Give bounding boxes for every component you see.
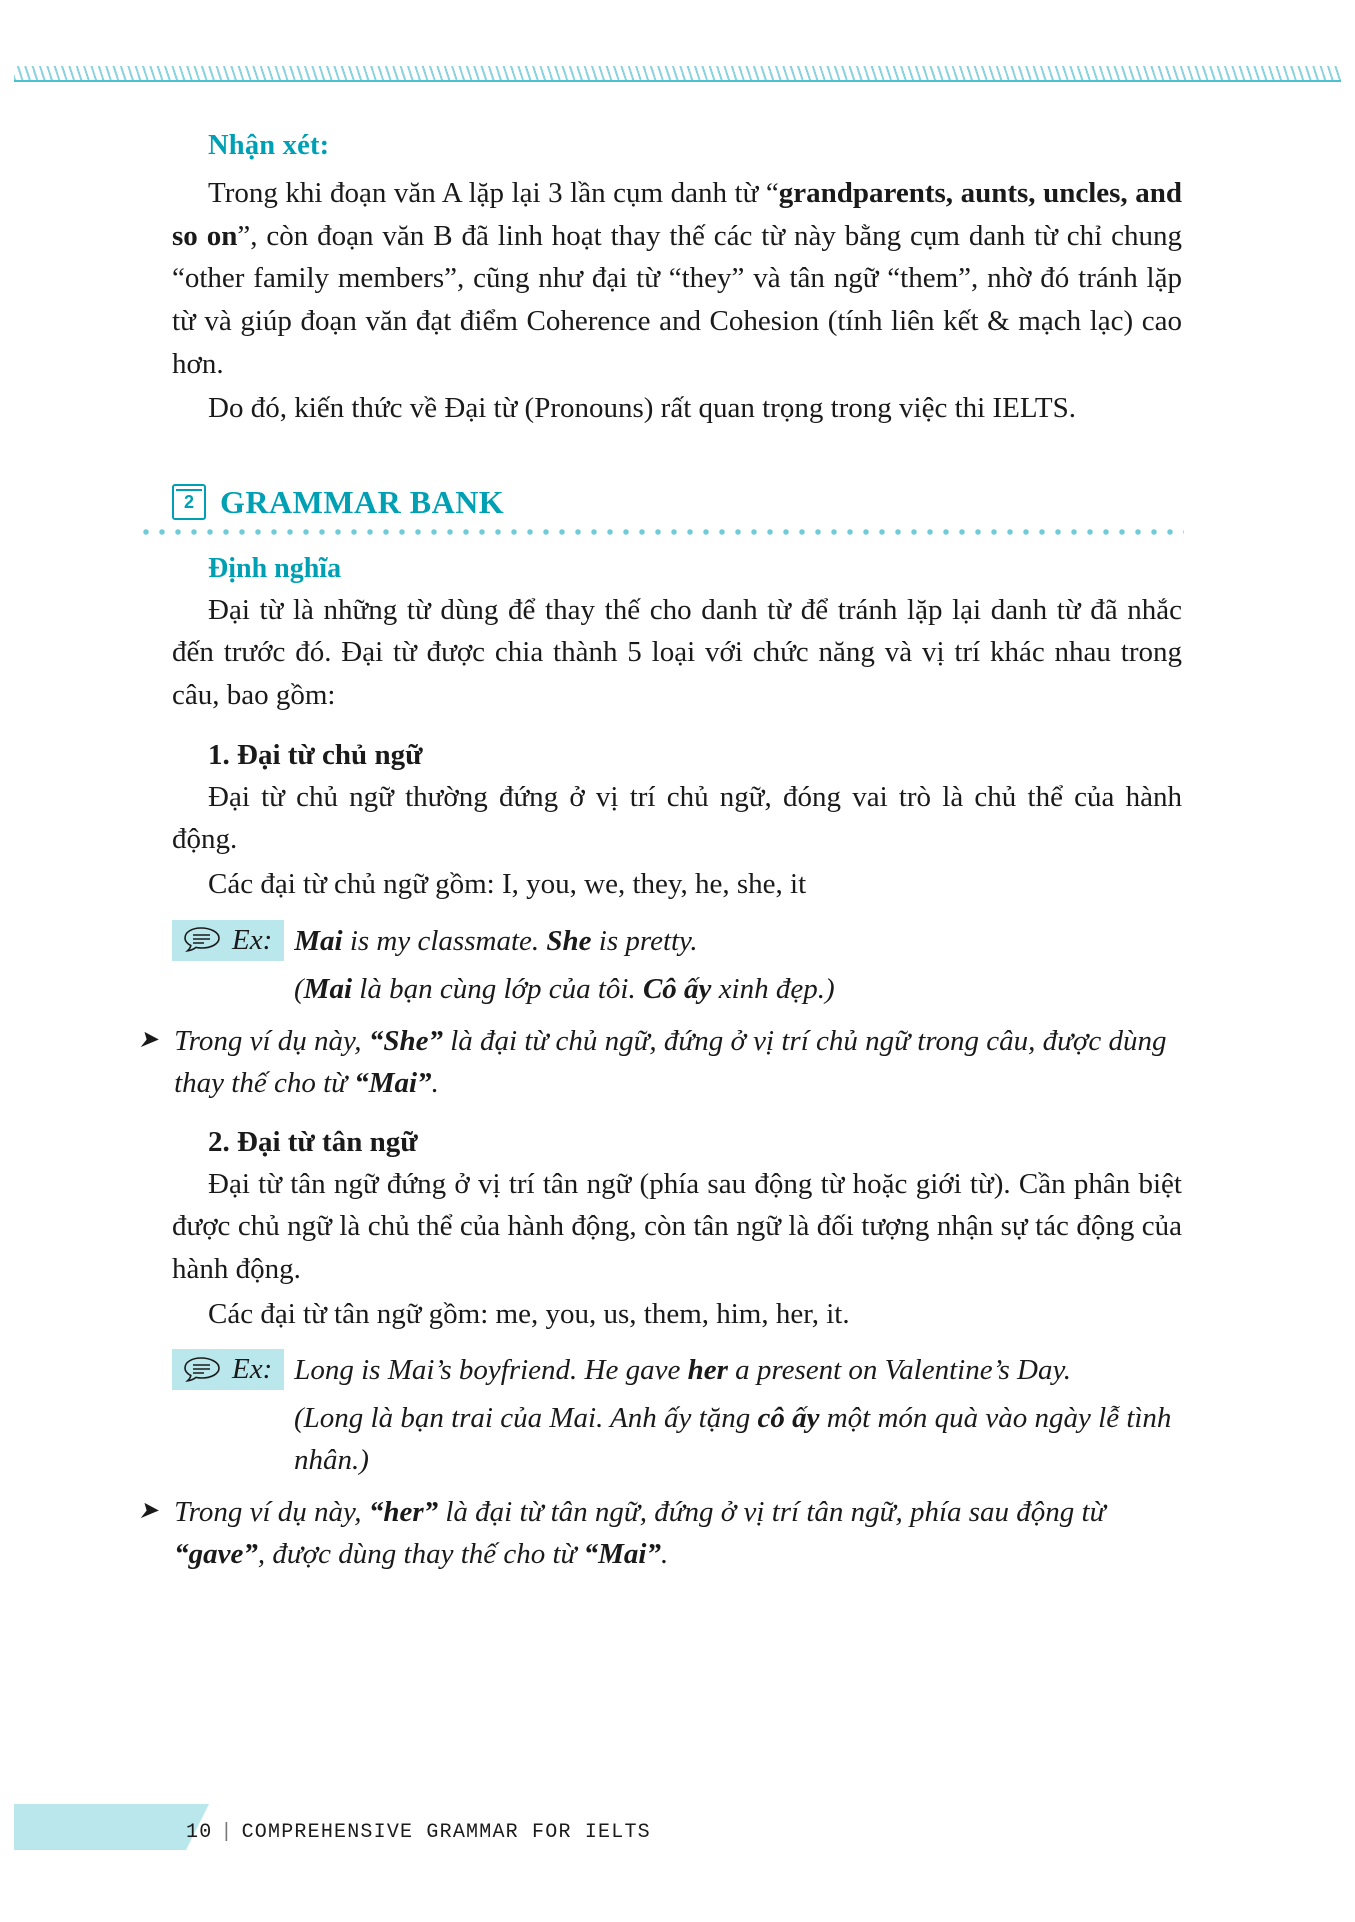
example-1-trans-mid: là bạn cùng lớp của tôi. (352, 972, 643, 1005)
s2-note-bold-1: “her” (368, 1496, 439, 1529)
remark-heading: Nhận xét: (208, 130, 330, 161)
speech-bubble-icon (182, 1355, 222, 1385)
example-2-text (284, 1349, 1182, 1391)
example-1-bold-1: Mai (294, 924, 343, 957)
remark-p1-pre: Trong khi đoạn văn A lặp lại 3 lần cụm danh từ “ (208, 177, 779, 209)
footer-title: COMPREHENSIVE GRAMMAR FOR IELTS (241, 1821, 651, 1844)
section-1-paragraph-1: Đại từ chủ ngữ thường đứng ở vị trí chủ ngữ, đóng vai trò là chủ thể của hành động. (172, 780, 1182, 856)
s1-note-bold-1: “She” (368, 1024, 443, 1057)
s1-note-bold-2: “Mai” (354, 1066, 432, 1099)
section-2-heading: 2. Đại từ tân ngữ (208, 1125, 418, 1158)
s2-note-pre: Trong ví dụ này, (174, 1496, 369, 1529)
decorative-top-line (14, 80, 1341, 82)
grammar-bank-banner (172, 484, 1182, 521)
example-2-bold-1: her (687, 1354, 728, 1387)
page-content (138, 130, 1182, 1575)
section-2-paragraph-2: Các đại từ tân ngữ gồm: me, you, us, them, him, her, it. (208, 1297, 850, 1330)
example-1-bold-2: She (546, 924, 592, 957)
example-1-trans-bold-1: Mai (303, 972, 353, 1005)
example-1-text (284, 920, 1182, 962)
example-2 (172, 1349, 1182, 1391)
grammar-bank-title: GRAMMAR BANK (220, 483, 505, 520)
s2-note-bold-3: “Mai” (583, 1538, 661, 1571)
footer (186, 1821, 651, 1844)
s1-note-mid: là đại từ chủ ngữ, đứng ở vị trí chủ ngữ trong câu, được dùng thay thế cho từ (174, 1024, 1167, 1099)
example-2-trans-end: một món quà vào ngày lễ tình nhân.) (294, 1402, 1172, 1477)
s2-note-mid-2: , được dùng thay thế cho từ (257, 1538, 584, 1571)
bullet-arrow-icon: ➤ (138, 1498, 159, 1525)
decorative-top-hatching (14, 66, 1341, 80)
section-2-note (138, 1491, 1182, 1575)
example-2-translation (294, 1397, 1182, 1481)
example-1-label: Ex: (232, 923, 273, 956)
s2-note-end: . (660, 1538, 669, 1571)
example-1-trans-bold-2: Cô ấy (642, 972, 712, 1005)
example-2-label: Ex: (232, 1353, 273, 1386)
example-1-trans-open: ( (294, 972, 304, 1005)
example-2-trans-pre: (Long là bạn trai của Mai. Anh ấy tặng (294, 1402, 758, 1435)
remark-p1-bold: grandparents, aunts, uncles, and so on (172, 177, 1182, 252)
footer-tab-shape (14, 1804, 186, 1850)
dotted-divider (138, 529, 1184, 535)
example-2-pre: Long is Mai’s boyfriend. He gave (294, 1354, 688, 1387)
example-1-mid: is my classmate. (342, 924, 547, 957)
s2-note-bold-2: “gave” (174, 1538, 258, 1571)
section-number-badge: 2 (172, 484, 206, 520)
definition-heading: Định nghĩa (208, 552, 342, 584)
remark-p1-post: ”, còn đoạn văn B đã linh hoạt thay thế các từ này bằng cụm danh từ chỉ chung “other family members”, cũng như đại từ “they” và tân ngữ “them”, nhờ đó tránh lặp từ và giúp đoạn văn đạt điểm Coherence and Cohesion (tính liên kết & mạch lạc) cao hơn. (172, 219, 1182, 380)
example-1 (172, 920, 1182, 962)
example-2-end: a present on Valentine’s Day. (727, 1354, 1072, 1387)
definition-text: Đại từ là những từ dùng để thay thế cho danh từ để tránh lặp lại danh từ đã nhắc đến trước đó. Đại từ được chia thành 5 loại với chức năng và vị trí khác nhau trong câu, bao gồm: (172, 593, 1182, 711)
s2-note-mid: là đại từ tân ngữ, đứng ở vị trí tân ngữ, phía sau động từ (438, 1496, 1106, 1529)
example-1-trans-end: xinh đẹp.) (711, 972, 835, 1005)
remark-paragraph-2: Do đó, kiến thức về Đại từ (Pronouns) rất quan trọng trong việc thi IELTS. (208, 392, 1076, 425)
footer-separator: | (220, 1821, 234, 1844)
remark-paragraph-1 (172, 172, 1182, 385)
page-number: 10 (186, 1821, 213, 1844)
section-2-note-text (174, 1491, 1182, 1575)
s1-note-end: . (431, 1066, 439, 1099)
example-1-tag (172, 920, 284, 961)
section-1-note-text (174, 1020, 1182, 1104)
speech-bubble-icon (182, 925, 222, 955)
example-1-translation (294, 968, 1182, 1010)
example-2-tag (172, 1349, 284, 1390)
example-1-end: is pretty. (591, 924, 698, 957)
section-2-paragraph-1: Đại từ tân ngữ đứng ở vị trí tân ngữ (phía sau động từ hoặc giới từ). Cần phân biệt được chủ ngữ là chủ thể của hành động, còn tân ngữ là đối tượng nhận sự tác động của hành động. (172, 1167, 1182, 1285)
section-1-note (138, 1020, 1182, 1104)
section-1-heading: 1. Đại từ chủ ngữ (208, 738, 423, 771)
example-2-trans-bold-1: cô ấy (757, 1402, 820, 1435)
s1-note-pre: Trong ví dụ này, (174, 1024, 369, 1057)
section-1-paragraph-2: Các đại từ chủ ngữ gồm: I, you, we, they, he, she, it (208, 867, 807, 900)
bullet-arrow-icon: ➤ (138, 1026, 159, 1053)
